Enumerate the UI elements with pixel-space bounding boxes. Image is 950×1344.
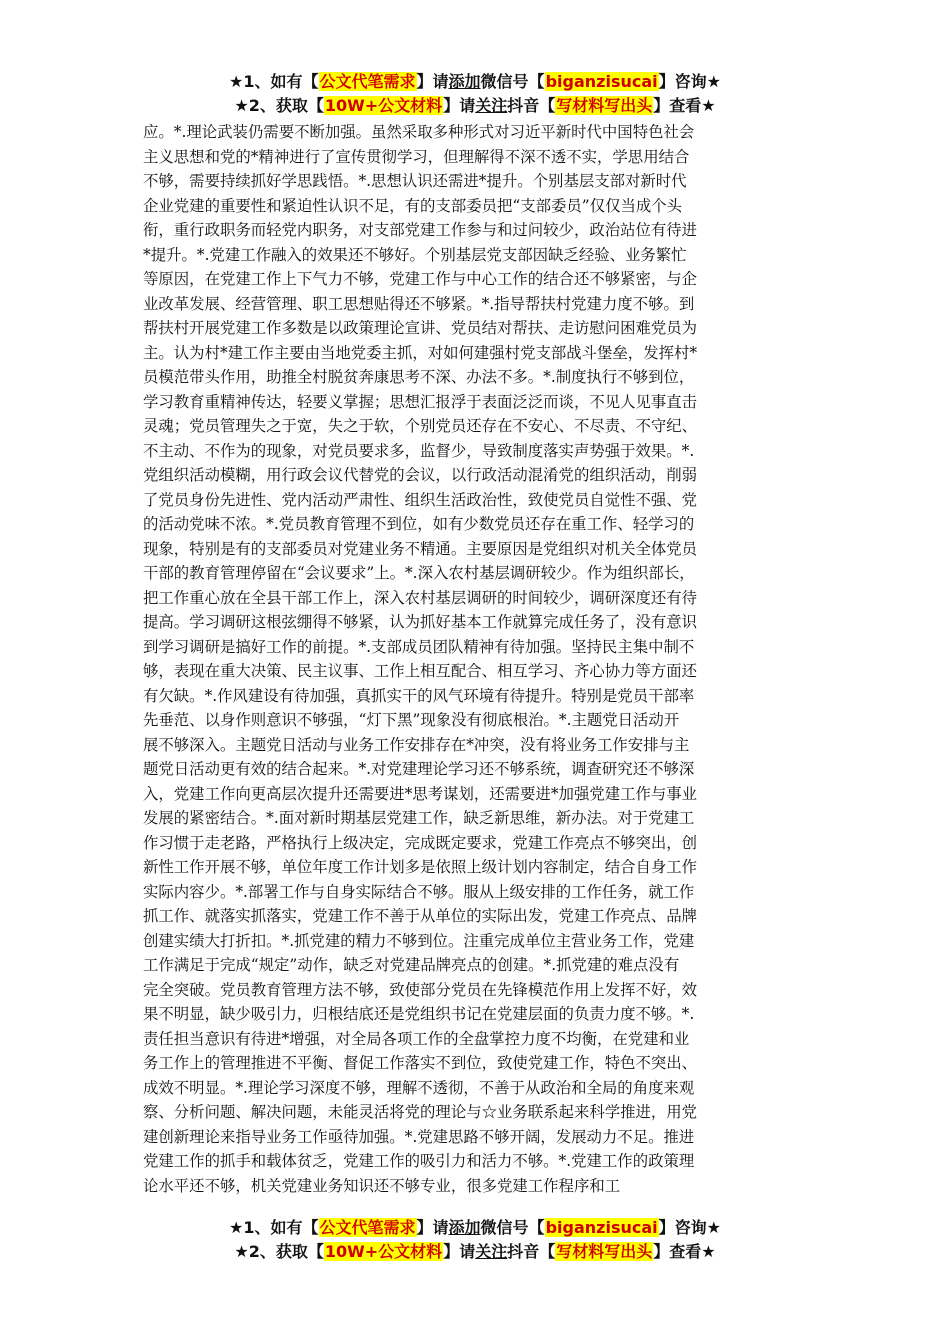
highlight-wechat-id: biganzisucai — [545, 72, 658, 91]
highlight-materials: 10W+公文材料 — [324, 1242, 443, 1261]
emphasis-add: 添加 — [448, 72, 481, 91]
promo-text: ★2、获取【 — [234, 1242, 324, 1261]
promo-line-2 — [0, 94, 950, 118]
promo-text: 微信号【 — [480, 72, 545, 91]
emphasis-follow: 关注 — [475, 96, 508, 115]
promo-text: 微信号【 — [480, 1218, 545, 1237]
promo-text: 抖音【 — [507, 96, 556, 115]
promo-text: 】请 — [416, 72, 449, 91]
highlight-douyin-account: 写材料写出头 — [556, 96, 653, 115]
promo-text: 】查看★ — [653, 1242, 716, 1261]
promo-text: ★1、如有【 — [229, 72, 319, 91]
promo-text: 】查看★ — [653, 96, 716, 115]
promo-text: 】咨询★ — [658, 72, 721, 91]
promo-text: 】请 — [443, 96, 476, 115]
promo-line-1 — [0, 1216, 950, 1240]
highlight-materials: 10W+公文材料 — [324, 96, 443, 115]
promo-text: 】请 — [416, 1218, 449, 1237]
highlight-service: 公文代笔需求 — [319, 72, 416, 91]
promo-text: ★1、如有【 — [229, 1218, 319, 1237]
promo-text: 】请 — [443, 1242, 476, 1261]
emphasis-follow: 关注 — [475, 1242, 508, 1261]
promo-line-1 — [0, 70, 950, 94]
promo-text: ★2、获取【 — [234, 96, 324, 115]
emphasis-add: 添加 — [448, 1218, 481, 1237]
promo-text: 】咨询★ — [658, 1218, 721, 1237]
highlight-service: 公文代笔需求 — [319, 1218, 416, 1237]
promo-text: 抖音【 — [507, 1242, 556, 1261]
promo-line-2 — [0, 1240, 950, 1264]
promo-banner-bottom — [0, 1216, 950, 1264]
body-text: 应。*.理论武装仍需要不断加强。虽然采取多种形式对习近平新时代中国特色社会 主义思想和党的*精神进行了宣传贯彻学习，但理解得不深不透不实，学思用结合 不够，需要持续抓好学思践悟。*.思想认识还需进*提升。个别基层支部对新时代 企业党建的重要性和紧迫性认识不足，有的支部委员把“支部委员”仅仅当成个头 衔，重行政职务而轻党内职务，对支部党建工作参与和过问较少，政治站位有待进 *提升。*.党建工作融入的效果还不够好。个别基层党支部因缺乏经验、业务繁忙 等原因，在党建工作上下气力不够，党建工作与中心工作的结合还不够紧密，与企 业改革发展、经营管理、职工思想贴得还不够紧。*.指导帮扶村党建力度不够。到 帮扶村开展党建工作多数是以政策理论宣讲、党员结对帮扶、走访慰问困难党员为 主。认为村*建工作主要由当地党委主抓，对如何建强村党支部战斗堡垒，发挥村* 员模范带头作用，助推全村脱贫奔康思考不深、办法不多。*.制度执行不够到位， 学习教育重精神传达，轻要义掌握；思想汇报浮于表面泛泛而谈，不见人见事直击 灵魂；党员管理失之于宽，失之于软，个别党员还存在不安心、不尽责、不守纪、 不主动、不作为的现象，对党员要求多，监督少，导致制度落实声势强于效果。*. 党组织活动模糊，用行政会议代替党的会议，以行政活动混淆党的组织活动，削弱 了党员身份先进性、党内活动严肃性、组织生活政治性，致使党员自觉性不强、党 的活动党味不浓。*.党员教育管理不到位，如有少数党员还存在重工作、轻学习的 现象，特别是有的支部委员对党建业务不精通。主要原因是党组织对机关全体党员 干部的教育管理停留在“会议要求”上。*.深入农村基层调研较少。作为组织部长， 把工作重心放在全县干部工作上，深入农村基层调研的时间较少，调研深度还有待 提高。学习调研这根弦绷得不够紧，认为抓好基本工作就算完成任务了，没有意识 到学习调研是搞好工作的前提。*.支部成员团队精神有待加强。坚持民主集中制不 够，表现在重大决策、民主议事、工作上相互配合、相互学习、齐心协力等方面还 有欠缺。*.作风建设有待加强，真抓实干的风气环境有待提升。特别是党员干部率 先垂范、以身作则意识不够强，“灯下黑”现象没有彻底根治。*.主题党日活动开 展不够深入。主题党日活动与业务工作安排存在*冲突，没有将业务工作安排与主 题党日活动更有效的结合起来。*.对党建理论学习还不够系统，调查研究还不够深 入，党建工作向更高层次提升还需要进*思考谋划，还需要进*加强党建工作与事业 发展的紧密结合。*.面对新时期基层党建工作，缺乏新思维，新办法。对于党建工 作习惯于走老路，严格执行上级决定，完成既定要求，党建工作亮点不够突出，创 新性工作开展不够，单位年度工作计划多是依照上级计划内容制定，结合自身工作 实际内容少。*.部署工作与自身实际结合不够。服从上级安排的工作任务，就工作 抓工作、就落实抓落实，党建工作不善于从单位的实际出发，党建工作亮点、品牌 创建实绩大打折扣。*.抓党建的精力不够到位。注重完成单位主营业务工作，党建 工作满足于完成“规定”动作，缺乏对党建品牌亮点的创建。*.抓党建的难点没有 完全突破。党员教育管理方法不够，致使部分党员在先锋模范作用上发挥不好，效 果不明显，缺少吸引力，归根结底还是党组织书记在党建层面的负责力度不够。*. 责任担当意识有待进*增强，对全局各项工作的全盘掌控力度不均衡，在党建和业 务工作上的管理推进不平衡、督促工作落实不到位，致使党建工作，特色不突出、 成效不明显。*.理论学习深度不够，理解不透彻，不善于从政治和全局的角度来观 察、分析问题、解决问题，未能灵活将党的理论与☆业务联系起来科学推进，用党 建创新理论来指导业务工作亟待加强。*.党建思路不够开阔，发展动力不足。推进 党建工作的抓手和载体贫乏，党建工作的吸引力和活力不够。*.党建工作的政策理 论水平还不够，机关党建业务知识还不够专业，很多党建工作程序和工 — [143, 123, 698, 1195]
highlight-wechat-id: biganzisucai — [545, 1218, 658, 1237]
promo-banner-top — [0, 70, 950, 118]
highlight-douyin-account: 写材料写出头 — [556, 1242, 653, 1261]
